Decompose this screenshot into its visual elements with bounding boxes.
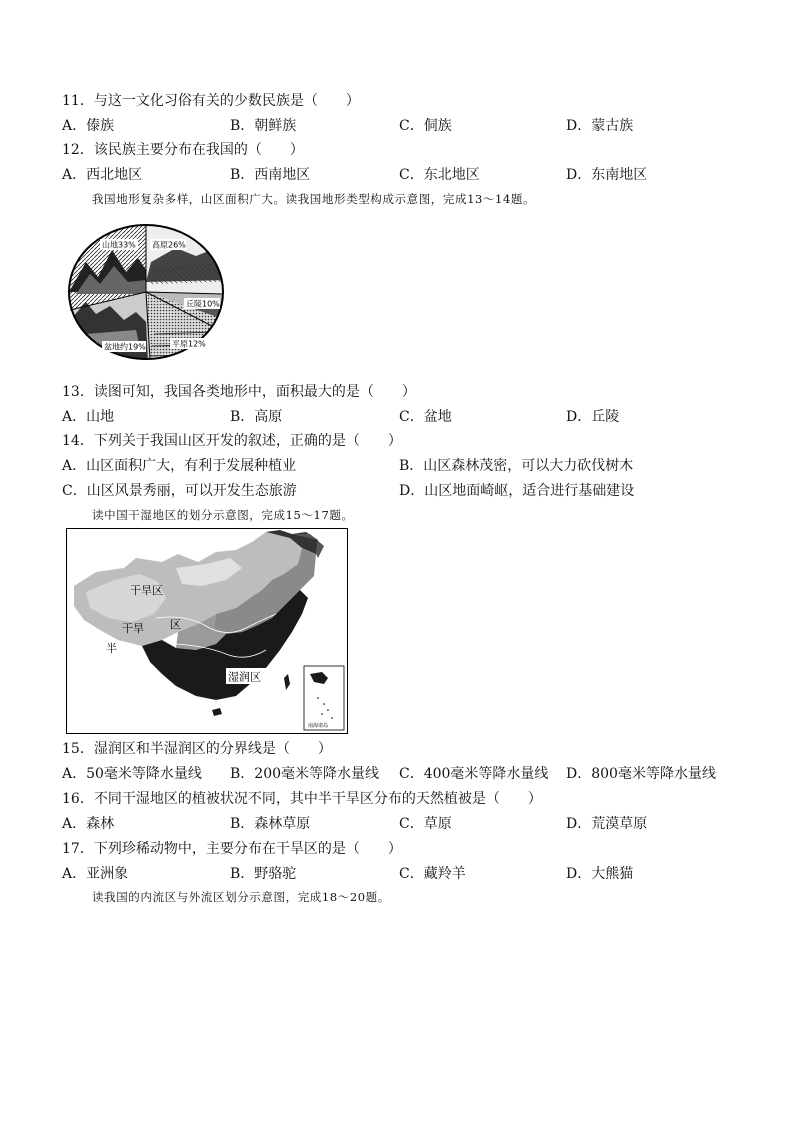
q14-option-b: B．山区森林茂密，可以大力砍伐树木 (399, 458, 634, 474)
q12-option-a: A．西北地区 (62, 167, 143, 183)
q17-option-c: C．藏羚羊 (399, 866, 466, 882)
q13-option-c: C．盆地 (399, 409, 452, 425)
q14-option-d: D．山区地面崎岖，适合进行基础建设 (399, 483, 635, 499)
q15-option-c: C．400毫米等降水量线 (399, 766, 549, 782)
pie-label-plain: 平原12% (172, 339, 206, 349)
q13-option-d: D．丘陵 (566, 409, 620, 425)
pie-label-hills: 丘陵10% (186, 299, 220, 309)
q11-option-b: B．朝鲜族 (230, 118, 297, 134)
label-arid-region: 干旱区 (130, 584, 163, 597)
label-semi-arid-part3: 半 (106, 642, 117, 655)
dry-wet-region-map (66, 528, 348, 734)
pie-label-mountain: 山地33% (102, 240, 136, 250)
q13-option-a: A．山地 (62, 409, 115, 425)
label-humid-region: 湿润区 (228, 670, 261, 684)
q11-option-a: A．傣族 (62, 118, 115, 134)
q16-option-b: B．森林草原 (230, 816, 311, 832)
q15-option-a: A．50毫米等降水量线 (62, 766, 202, 782)
pie-label-basin: 盆地约19% (104, 342, 146, 352)
question-15-stem: 15．湿润区和半湿润区的分界线是（ ） (62, 741, 332, 757)
q17-option-d: D．大熊猫 (566, 866, 634, 882)
q16-option-a: A．森林 (62, 816, 115, 832)
question-11-stem: 11．与这一文化习俗有关的少数民族是（ ） (62, 93, 360, 109)
terrain-pie-svg (66, 222, 226, 362)
question-12-stem: 12．该民族主要分布在我国的（ ） (62, 142, 304, 158)
intro-13-14: 我国地形复杂多样，山区面积广大。读我国地形类型构成示意图，完成13～14题。 (92, 192, 536, 206)
label-semi-arid-part1: 干旱 (122, 622, 144, 635)
q17-option-a: A．亚洲象 (62, 866, 129, 882)
q14-option-c: C．山区风景秀丽，可以开发生态旅游 (62, 483, 297, 499)
dry-wet-map-svg (66, 528, 348, 734)
pie-label-plateau: 高原26% (152, 240, 186, 250)
terrain-composition-figure (66, 222, 226, 362)
intro-18-20: 读我国的内流区与外流区划分示意图，完成18～20题。 (92, 890, 390, 904)
intro-15-17: 读中国干湿地区的划分示意图，完成15～17题。 (92, 508, 354, 522)
q15-option-b: B．200毫米等降水量线 (230, 766, 380, 782)
q12-option-c: C．东北地区 (399, 167, 480, 183)
question-14-stem: 14．下列关于我国山区开发的叙述，正确的是（ ） (62, 433, 402, 449)
q14-option-a: A．山区面积广大，有利于发展种植业 (62, 458, 297, 474)
q12-option-d: D．东南地区 (566, 167, 648, 183)
q17-option-b: B．野骆驼 (230, 866, 297, 882)
question-17-stem: 17．下列珍稀动物中，主要分布在干旱区的是（ ） (62, 841, 402, 857)
question-16-stem: 16．不同干湿地区的植被状况不同，其中半干旱区分布的天然植被是（ ） (62, 791, 542, 807)
q11-option-d: D．蒙古族 (566, 118, 634, 134)
q16-option-c: C．草原 (399, 816, 452, 832)
q16-option-d: D．荒漠草原 (566, 816, 648, 832)
label-semi-arid-part2: 区 (170, 618, 181, 631)
question-13-stem: 13．读图可知，我国各类地形中，面积最大的是（ ） (62, 384, 416, 400)
q12-option-b: B．西南地区 (230, 167, 311, 183)
q13-option-b: B．高原 (230, 409, 283, 425)
q11-option-c: C．侗族 (399, 118, 452, 134)
inset-label: 南海诸岛 (308, 723, 329, 729)
q15-option-d: D．800毫米等降水量线 (566, 766, 716, 782)
